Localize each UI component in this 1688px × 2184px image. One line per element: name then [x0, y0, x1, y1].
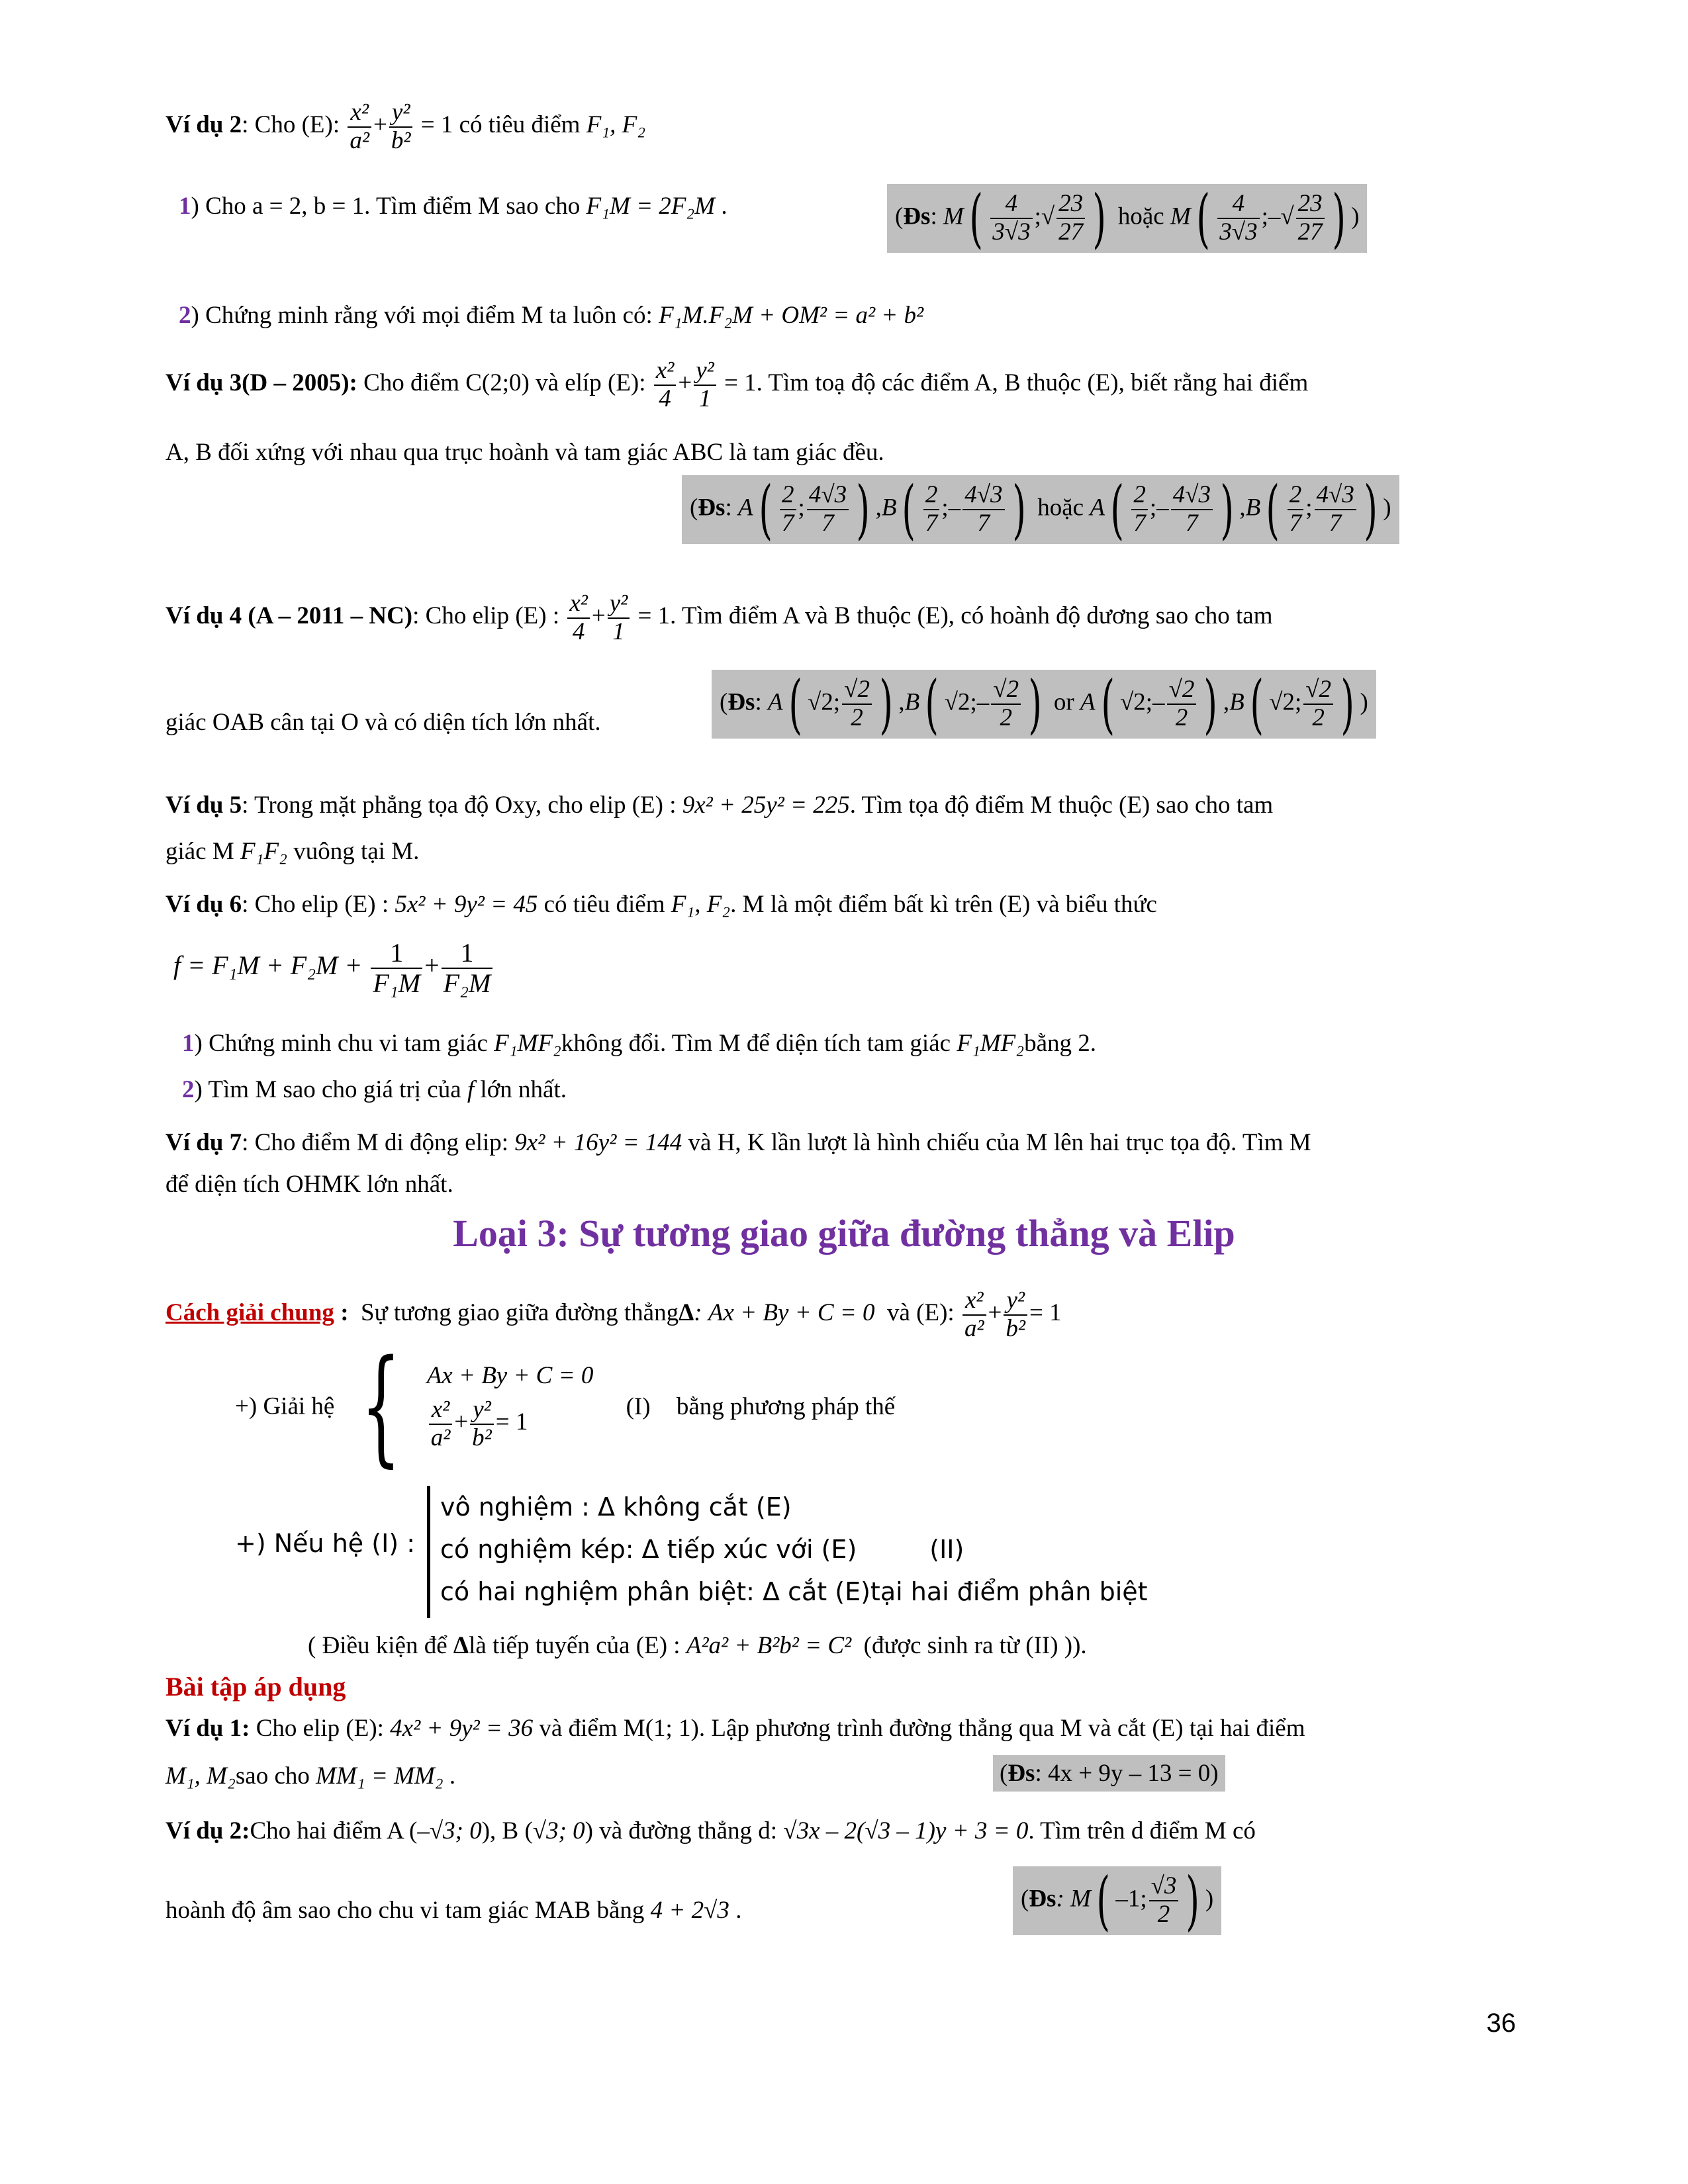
ex1-line2-eq: MM₁ = MM₂: [316, 1762, 444, 1790]
vd5-text-a: : Trong mặt phẳng tọa độ Oxy, cho elip (E) :: [242, 792, 677, 819]
ex2-text-a: Cho hai điểm A (: [250, 1817, 418, 1844]
ans-frac: [807, 482, 849, 537]
vd5-line2-a: giác M: [165, 838, 234, 865]
vd6-label: Ví dụ 6: [165, 891, 242, 918]
ex1-answer: [993, 1755, 1225, 1792]
frac-den: 1: [608, 617, 630, 646]
answer-or: hoặc: [1037, 494, 1084, 522]
answer-or: hoặc: [1117, 203, 1164, 230]
case-double-root: [440, 1528, 1148, 1570]
brace: {: [360, 1333, 401, 1479]
answer-label: Đs: [727, 688, 755, 716]
section-title: Loại 3: Sự tương giao giữa đường thẳng và Elip: [453, 1212, 1235, 1255]
vd6-p2-f: f: [467, 1076, 475, 1103]
frac-num: 4√3: [964, 481, 1003, 509]
vd6-p2-b: lớn nhất.: [480, 1076, 567, 1103]
vd3-label: Ví dụ 3(D – 2005):: [165, 369, 357, 397]
frac-num: x²: [569, 590, 588, 617]
vd5-statement: [165, 791, 1523, 820]
ans-frac: [962, 482, 1004, 537]
answer-label: Đs: [1029, 1885, 1056, 1913]
frac-num: x²: [964, 1287, 984, 1314]
vd6-part2: [182, 1075, 1523, 1105]
vd2-text-b: có tiêu điểm: [459, 111, 581, 139]
system-block: [235, 1333, 896, 1479]
frac-num: 1: [460, 938, 474, 968]
ex2-line2-eq: 4 + 2√3: [650, 1897, 729, 1924]
vd6-frac1: [371, 938, 422, 998]
method-text-a: Sự tương giao giữa đường thẳng: [361, 1299, 679, 1327]
vd4-label: Ví dụ 4 (A – 2011 – NC): [165, 602, 413, 630]
frac-den: b²: [1004, 1314, 1027, 1343]
answer-box: (Đs: A( √2; $\frac{√2}{2}$ ) ,B( √2;– $\frac{√2}{2}$ ) or A( √2;– $\frac{√2}{2}$ ) ,B( √2; $\frac{√2}{2}$ ) ): [712, 670, 1376, 739]
ans-frac: [842, 676, 872, 731]
ex1-statement: [165, 1714, 1523, 1743]
vd3-answer: [682, 473, 1399, 547]
answer-or: or: [1053, 688, 1074, 716]
vd7-label: Ví dụ 7: [165, 1129, 242, 1156]
vd3-frac-x: [654, 357, 677, 412]
frac-den: 2: [1149, 1900, 1179, 1929]
answer-text: : 4x + 9y – 13 = 0): [1035, 1760, 1219, 1787]
frac-den: 2: [1167, 704, 1197, 732]
vd6-p1-b: không đổi. Tìm M để diện tích tam giác: [561, 1030, 951, 1057]
ans-frac: [923, 482, 940, 537]
frac-den: 3√3: [1217, 218, 1259, 246]
vd3-frac-y: [694, 357, 716, 412]
vd2-p1-text: ) Cho a = 2, b = 1. Tìm điểm M sao cho: [191, 193, 581, 220]
tangent-condition: [308, 1631, 1523, 1661]
ex2-d-eq: √3x – 2(√3 – 1)y + 3 = 0: [783, 1817, 1029, 1844]
ex2-answer: [1013, 1864, 1221, 1938]
vd6-p1-a: ) Chứng minh chu vi tam giác: [194, 1030, 488, 1057]
root: √2: [808, 688, 833, 716]
method-statement: Cách giải chung : Sự tương giao giữa đường thẳngΔ: Ax + By + C = 0 và (E): $\frac{\text{x²}}{\text{a²}}$ + $\frac{\text{y²}}{\text{b²}}$ = 1: [165, 1287, 1062, 1342]
vd6-p1-c: bằng 2.: [1024, 1030, 1096, 1057]
frac-den: 7: [1131, 509, 1148, 537]
vd5-line2: [165, 837, 1523, 866]
answer-label: Đs: [698, 494, 726, 522]
answer-box: (Đs: A( $\frac{2}{7}$ ; $\frac{4√3}{7}$ ) ,B( $\frac{2}{7}$ ;– $\frac{4√3}{7}$ ) hoặc A( $\frac{2}{7}$ ;– $\frac{4√3}{7}$ ) ,B( $\frac{2}{7}$ ; $\frac{4√3}{7}$ ) ): [682, 475, 1399, 544]
sys-frac-x: [429, 1396, 453, 1451]
case2-text: có nghiệm kép: Δ tiếp xúc với (E): [440, 1535, 857, 1564]
frac-num: y²: [696, 357, 714, 384]
case-no-solution: vô nghiệm : Δ không cắt (E): [440, 1492, 792, 1522]
sys-eq-rhs: = 1: [495, 1408, 528, 1435]
ex2-text-c: ) và đường thẳng d:: [585, 1817, 778, 1844]
ans-frac: [1288, 482, 1304, 537]
vd6-expression: f = F₁M + F₂M + $\frac{1}{\text{F₁M}}$ + $\frac{1}{\text{F₂M}}$: [173, 938, 1523, 998]
system-lines: [427, 1361, 594, 1451]
frac-num: √2: [993, 676, 1019, 704]
ex1-line2: M₁, M₂sao cho MM₁ = MM₂ .: [165, 1762, 456, 1790]
vd5-text-b: . Tìm tọa độ điểm M thuộc (E) sao cho tam: [849, 792, 1274, 819]
vd2-label: Ví dụ 2: [165, 111, 242, 139]
frac-den: 7: [1288, 509, 1304, 537]
sys-frac-y: [470, 1396, 494, 1451]
ans-frac: [1171, 482, 1213, 537]
ex1-line2-m: M₁, M₂: [165, 1762, 236, 1790]
method-frac-y: [1004, 1287, 1027, 1342]
frac-den: 4: [654, 385, 677, 413]
frac-num: 1: [390, 938, 404, 968]
cond-eq: A²a² + B²b² = C²: [686, 1632, 852, 1659]
frac-num: √2: [1305, 676, 1332, 704]
vd7-text-a: : Cho điểm M di động elip:: [242, 1129, 509, 1156]
vd2-p2-text: ) Chứng minh rằng với mọi điểm M ta luôn có:: [191, 302, 653, 329]
frac-num: √2: [844, 676, 870, 704]
method-label: Cách giải chung: [165, 1299, 334, 1327]
vd6-eq: 5x² + 9y² = 45: [395, 891, 538, 918]
vd4-frac-x: [567, 590, 590, 645]
frac-den: 2: [842, 704, 872, 732]
frac-den: 7: [1315, 509, 1356, 537]
vd3-text-a: Cho điểm C(2;0) và elíp (E):: [363, 369, 646, 397]
frac-den: a²: [962, 1314, 986, 1343]
vd7-eq: 9x² + 16y² = 144: [514, 1129, 682, 1156]
vd6-text-b: có tiêu điểm: [543, 891, 665, 918]
frac-num: x²: [431, 1395, 450, 1423]
answer-box: (Đs: M( –1; $\frac{√3}{2}$ ) ): [1013, 1866, 1221, 1935]
line-eq: : Ax + By + C = 0: [694, 1299, 875, 1327]
answer-label: Đs: [1008, 1760, 1035, 1787]
vd3-line2: A, B đối xứng với nhau qua trục hoành và tam giác ABC là tam giác đều.: [165, 439, 884, 466]
frac-num: y²: [609, 590, 628, 617]
frac-num: y²: [1006, 1287, 1025, 1314]
frac-den: 27: [1296, 218, 1325, 246]
vd4-answer: [712, 667, 1376, 741]
frac-den: 7: [807, 509, 849, 537]
vd2-p2-num: 2: [179, 302, 191, 329]
frac-den: 7: [962, 509, 1004, 537]
frac-num: y²: [473, 1395, 491, 1423]
frac-num: y²: [391, 99, 410, 126]
frac-num: 2: [782, 481, 794, 509]
frac-den: 3√3: [990, 218, 1032, 246]
vd5-eq: 9x² + 25y² = 225: [682, 792, 850, 819]
root: √2: [1269, 688, 1295, 716]
page-number: 36: [1486, 2009, 1516, 2038]
frac-num: 4: [1232, 190, 1245, 218]
frac-den: 4: [567, 617, 590, 646]
vd5-label: Ví dụ 5: [165, 792, 242, 819]
ex1-line2-a: sao cho: [235, 1762, 310, 1790]
frac-den: 7: [923, 509, 940, 537]
ex2-b-pt: √3; 0: [532, 1817, 585, 1844]
vd6-statement: [165, 890, 1523, 919]
vd6-text-c: . M là một điểm bất kì trên (E) và biểu thức: [730, 891, 1157, 918]
ans-frac: [990, 191, 1032, 246]
cond-c: (được sinh ra từ (II) )).: [863, 1632, 1087, 1659]
ans-frac: [1217, 191, 1259, 246]
vd6-p2-a: ) Tìm M sao cho giá trị của: [194, 1076, 461, 1103]
vd2-eq-rhs: = 1: [420, 111, 453, 139]
ex1-text-a: Cho elip (E):: [256, 1715, 384, 1742]
ex1-eq: 4x² + 9y² = 36: [390, 1715, 534, 1742]
answer-box: (Đs: M( $\frac{4}{3√3}$ ;√ $\frac{23}{27}$ ) hoặc M( $\frac{4}{3√3}$ ;–√ $\frac{23}{27}$ ) ): [887, 184, 1367, 253]
vd4-frac-y: [608, 590, 630, 645]
system-text: bằng phương pháp thế: [676, 1392, 896, 1420]
frac-den: 7: [1171, 509, 1213, 537]
vd7-statement: [165, 1128, 1523, 1158]
method-colon: :: [340, 1299, 349, 1327]
method-frac-x: [962, 1287, 986, 1342]
ex2-statement: [165, 1817, 1523, 1846]
ans-frac: [1315, 482, 1356, 537]
root: √2: [944, 688, 970, 716]
frac-num: 4√3: [808, 481, 847, 509]
case2-label: (II): [929, 1535, 964, 1564]
frac-den: F₂M: [442, 968, 493, 998]
vd4-statement: Ví dụ 4 (A – 2011 – NC): Cho elip (E) : $\frac{\text{x²}}{4}$ + $\frac{\text{y²}}{1}$ = 1. Tìm điểm A và B thuộc (E), có hoành độ dương sao cho tam: [165, 590, 1273, 645]
vd2-p1-eq: F₁M = 2F₂M: [586, 193, 716, 220]
ans-frac: [1167, 676, 1197, 731]
vd7-text-b: và H, K lần lượt là hình chiếu của M lên hai trục tọa độ. Tìm M: [688, 1129, 1311, 1156]
system-prefix: +) Giải hệ: [235, 1392, 335, 1420]
ans-root-frac: [1296, 191, 1325, 246]
vd2-statement: Ví dụ 2: Cho (E): $\frac{\text{x²}}{\text{a²}}$ + $\frac{\text{y²}}{\text{b²}}$ = 1 có tiêu điểm F₁, F₂: [165, 99, 646, 154]
vd2-foci: F₁, F₂: [586, 111, 646, 139]
cond-a: ( Điều kiện để: [308, 1632, 447, 1659]
frac-den: 1: [694, 385, 716, 413]
answer-box: (Đs: 4x + 9y – 13 = 0): [993, 1755, 1225, 1792]
system-line2: $\frac{\text{x²}}{\text{a²}}$ + $\frac{\text{y²}}{\text{b²}}$ = 1: [427, 1396, 594, 1451]
ex2-text-d: . Tìm trên d điểm M có: [1028, 1817, 1256, 1844]
frac-num: 2: [1289, 481, 1302, 509]
vd6-p1-tri2: F₁MF₂: [957, 1030, 1025, 1057]
frac-den: 7: [780, 509, 796, 537]
ans-frac: [1149, 1873, 1179, 1928]
root: √2: [1119, 688, 1146, 716]
vd2-frac-y: [389, 99, 413, 154]
ex2-a-pt: –√3; 0: [417, 1817, 482, 1844]
vd4-text-b: = 1. Tìm điểm A và B thuộc (E), có hoành độ dương sao cho tam: [637, 602, 1273, 630]
ex1-text-b: và điểm M(1; 1). Lập phương trình đường thẳng qua M và cắt (E) tại hai điểm: [539, 1715, 1305, 1742]
frac-num: x²: [655, 357, 675, 384]
vd4-text-a: : Cho elip (E) :: [412, 602, 560, 630]
answer-label: Đs: [903, 203, 931, 230]
frac-num: 2: [925, 481, 938, 509]
ans-root-frac: [1056, 191, 1085, 246]
frac-num: 2: [1133, 481, 1146, 509]
delta-symbol: Δ: [453, 1632, 469, 1659]
case-bar: [427, 1486, 430, 1618]
frac-den: 2: [1303, 704, 1333, 732]
frac-den: 2: [991, 704, 1021, 732]
vd3-statement: Ví dụ 3(D – 2005): Cho điểm C(2;0) và elíp (E): $\frac{\text{x²}}{4}$ + $\frac{\text{y²}}{1}$ = 1. Tìm toạ độ các điểm A, B thuộc (E), biết rằng hai điểm: [165, 357, 1309, 412]
vd6-frac2: [442, 938, 493, 998]
system-line1: Ax + By + C = 0: [426, 1361, 594, 1389]
vd6-f-lhs: f = F₁M + F₂M +: [173, 950, 363, 981]
frac-den: b²: [389, 126, 413, 155]
frac-num: 4: [1005, 190, 1018, 218]
ex2-text-b: ), B (: [481, 1817, 533, 1844]
vd2-p1-answer: [887, 181, 1367, 255]
case-two-roots: có hai nghiệm phân biệt: Δ cắt (E)tại hai điểm phân biệt: [440, 1577, 1148, 1606]
vd5-line2-f: F₁F₂: [240, 838, 287, 865]
frac-den: F₁M: [371, 968, 422, 998]
vd6-p1-tri: F₁MF₂: [494, 1030, 561, 1057]
answer-x: –1;: [1115, 1885, 1147, 1913]
cond-b: là tiếp tuyến của (E) :: [469, 1632, 680, 1659]
frac-num: 23: [1058, 190, 1084, 218]
ans-frac: [991, 676, 1021, 731]
vd2-part2: [179, 301, 1523, 330]
vd2-p1-num: 1: [179, 193, 191, 220]
ans-frac: [1131, 482, 1148, 537]
vd6-part1: [182, 1029, 1523, 1058]
method-eq-rhs: = 1: [1029, 1299, 1062, 1327]
vd4-line2: giác OAB cân tại O và có diện tích lớn nhất.: [165, 709, 601, 736]
vd5-line2-b: vuông tại M.: [293, 838, 420, 865]
ex2-line2-a: hoành độ âm sao cho chu vi tam giác MAB bằng: [165, 1897, 645, 1924]
exercises-title: Bài tập áp dụng: [165, 1672, 346, 1702]
vd2-frac-x: [348, 99, 371, 154]
vd3-text-b: = 1. Tìm toạ độ các điểm A, B thuộc (E), biết rằng hai điểm: [724, 369, 1309, 397]
vd6-p2-num: 2: [182, 1076, 195, 1103]
ans-frac: [1303, 676, 1333, 731]
ex2-line2: hoành độ âm sao cho chu vi tam giác MAB bằng 4 + 2√3 .: [165, 1897, 742, 1924]
vd6-foci: F₁, F₂: [671, 891, 731, 918]
case-list: [440, 1486, 1148, 1613]
frac-num: √3: [1150, 1872, 1177, 1900]
ex1-label: Ví dụ 1:: [165, 1715, 250, 1742]
ex2-label: Ví dụ 2:: [165, 1817, 250, 1844]
frac-num: 4√3: [1316, 481, 1354, 509]
frac-den: a²: [348, 126, 371, 155]
frac-den: 27: [1056, 218, 1085, 246]
vd2-p2-eq: F₁M.F₂M + OM² = a² + b²: [659, 302, 924, 329]
frac-num: √2: [1168, 676, 1195, 704]
case-prefix: +) Nếu hệ (I) :: [235, 1529, 415, 1558]
system-label: (I): [626, 1392, 651, 1420]
vd7-line2: để diện tích OHMK lớn nhất.: [165, 1171, 453, 1198]
frac-num: 4√3: [1172, 481, 1211, 509]
frac-num: x²: [350, 99, 369, 126]
frac-den: a²: [429, 1424, 453, 1452]
frac-num: 23: [1297, 190, 1323, 218]
frac-den: b²: [470, 1424, 494, 1452]
vd2-text: : Cho (E):: [242, 111, 346, 139]
ans-frac: [780, 482, 796, 537]
method-text-b: và (E):: [886, 1299, 955, 1327]
vd6-text-a: : Cho elip (E) :: [242, 891, 389, 918]
vd6-p1-num: 1: [182, 1030, 195, 1057]
answer-m: : M: [1056, 1885, 1091, 1913]
delta-symbol: Δ: [679, 1299, 694, 1327]
vd2-part1: 1) Cho a = 2, b = 1. Tìm điểm M sao cho F₁M = 2F₂M .: [179, 193, 727, 220]
